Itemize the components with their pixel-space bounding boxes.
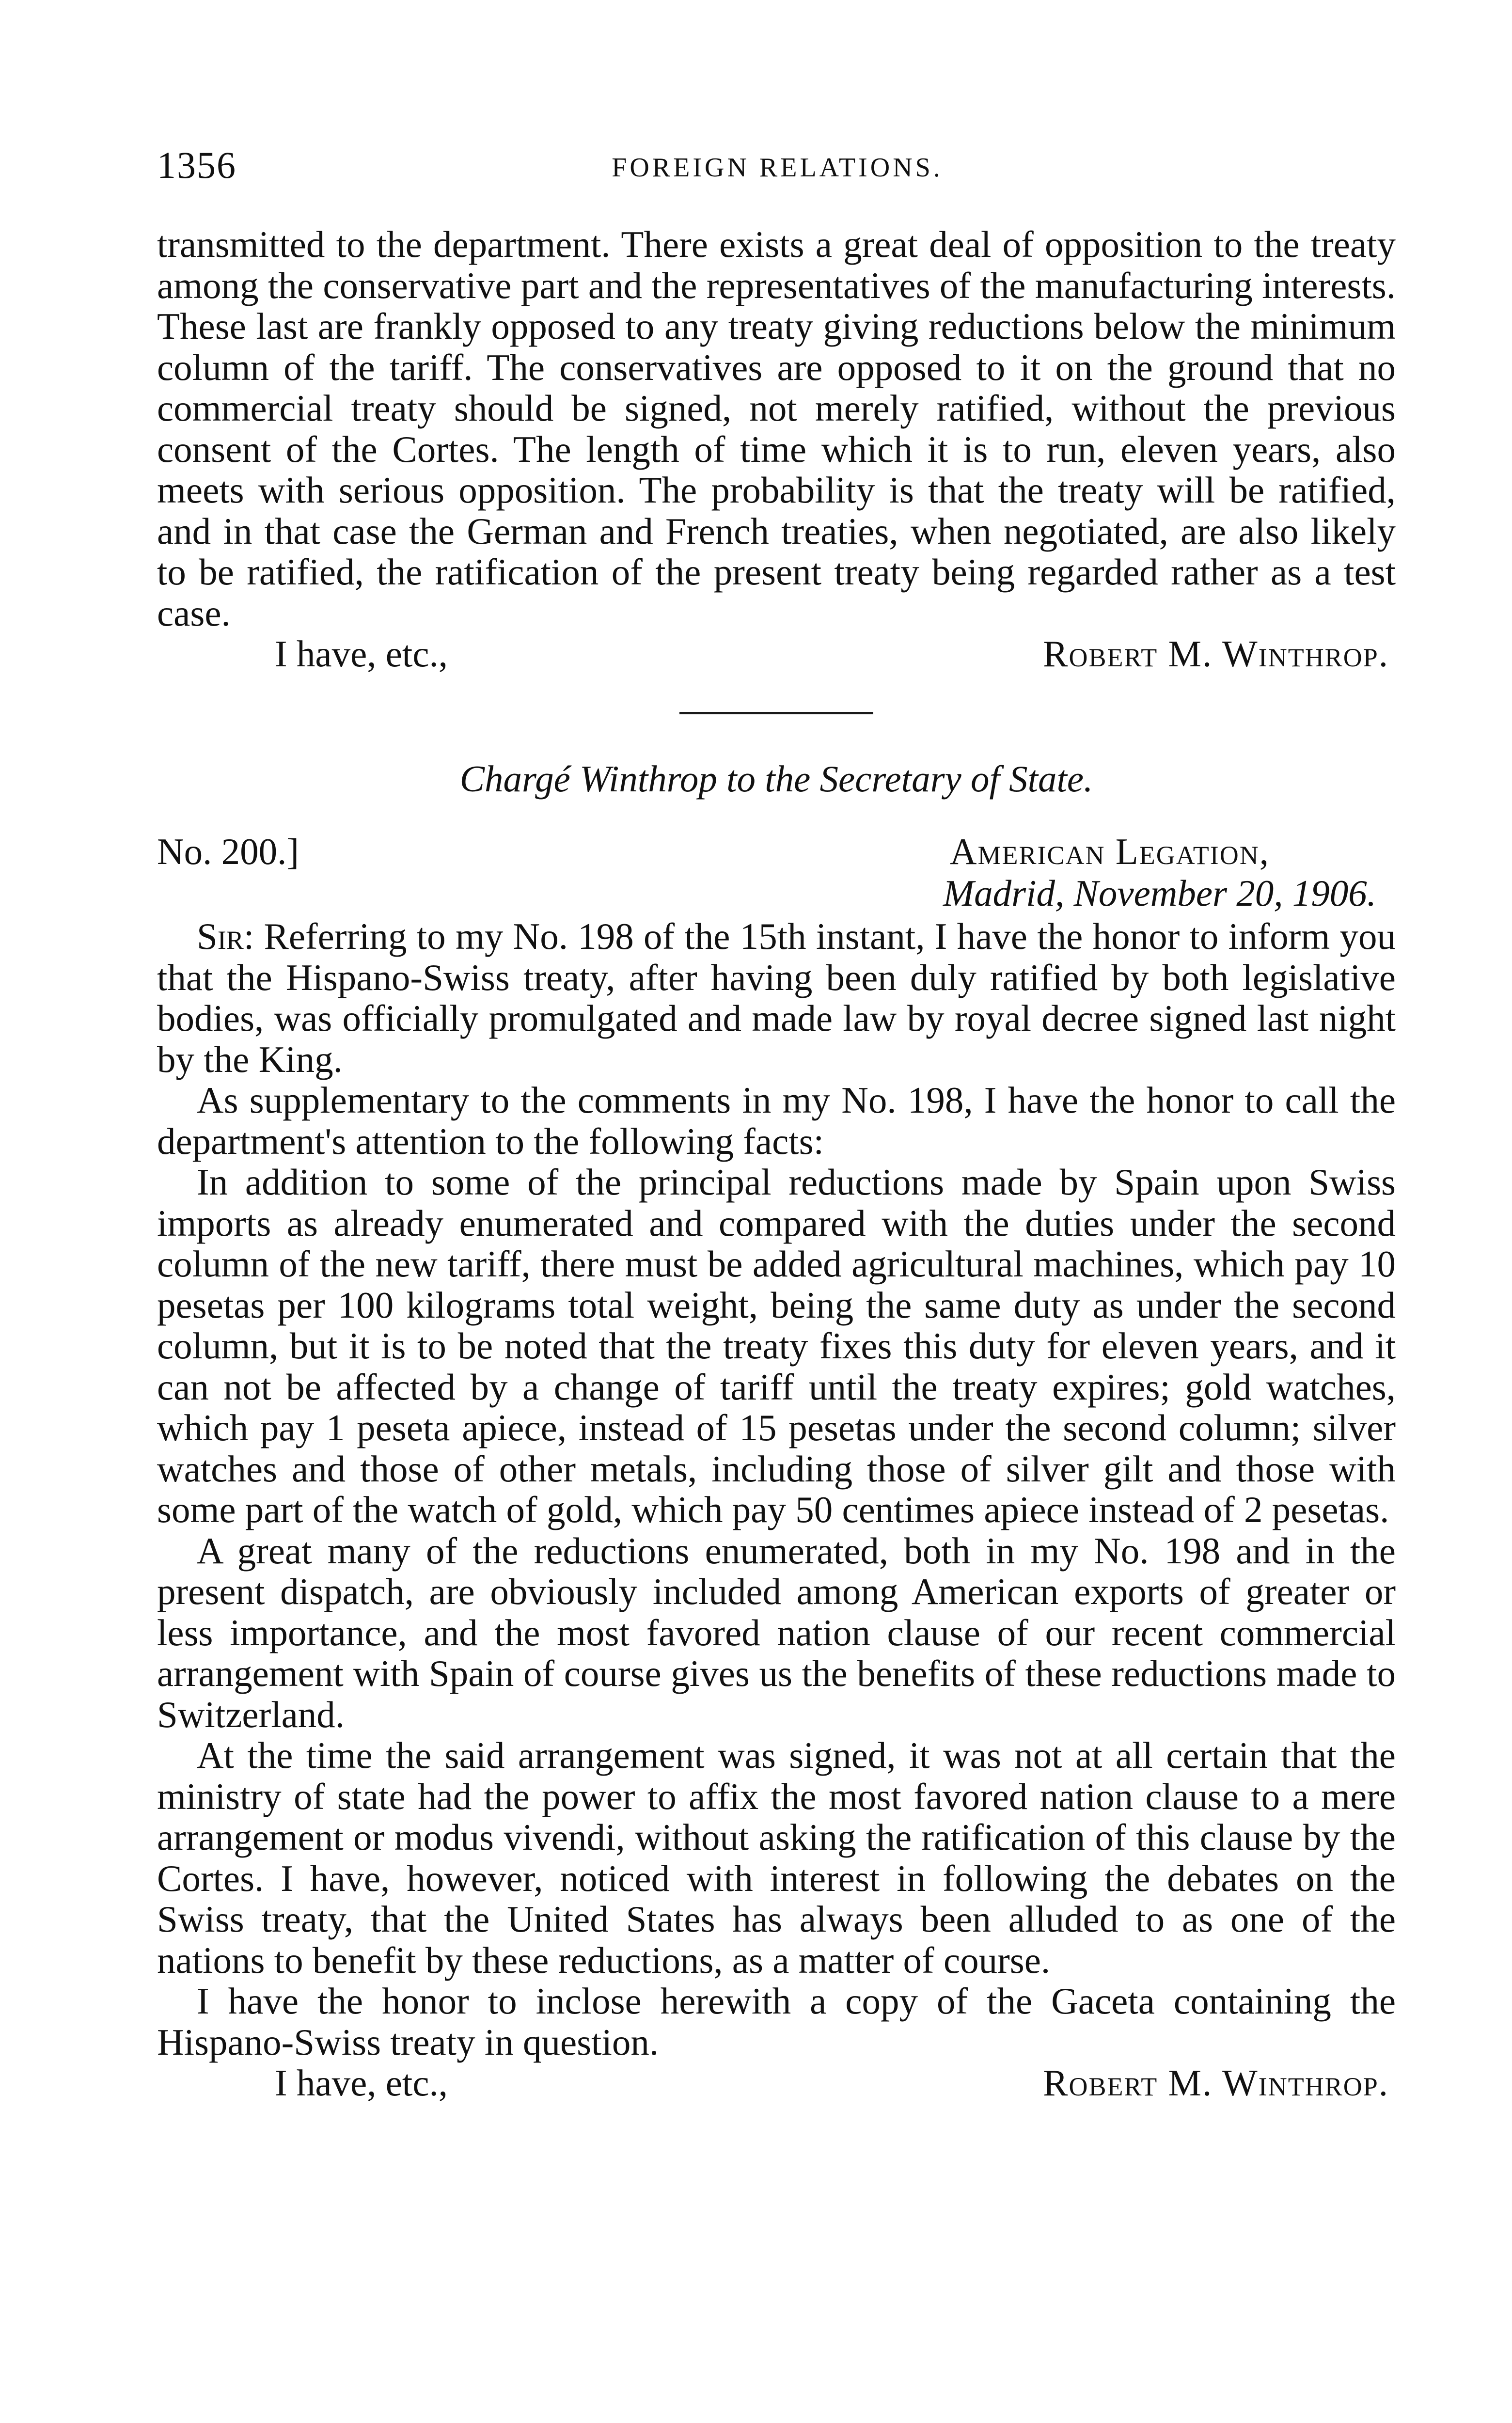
letter-signoff [157, 2062, 1396, 2107]
letter-heading: Chargé Winthrop to the Secretary of State. [459, 758, 1093, 800]
dispatch-number: No. 200.] [157, 831, 299, 872]
place-and-date: Madrid, November 20, 1906. [943, 872, 1376, 914]
closing-phrase: I have, etc., [275, 2062, 448, 2104]
section-divider [679, 712, 873, 714]
salutation: Sir [197, 915, 244, 957]
letter-paragraph-4: A great many of the reductions enumerated, both in my No. 198 and in the present dispatch, are obviously included among American exports of greater or less importance, and the most favored nation clause of our recent commercial arrangement with Spain of course gives us the benefits of these reductions made to Switzerland. [157, 1529, 1396, 1735]
continuation-signoff [157, 633, 1396, 678]
legation-name: American Legation, [949, 831, 1270, 872]
letter-paragraph-2: As supplementary to the comments in my No. 198, I have the honor to call the department's attention to the following facts: [157, 1079, 1396, 1162]
signature: Robert M. Winthrop. [1043, 2062, 1389, 2104]
closing-phrase: I have, etc., [275, 633, 448, 675]
continuation-paragraph: transmitted to the department. There exists a great deal of opposition to the treaty among the conservative part and the representatives of the manufacturing interests. These last are frankly opposed to any treaty giving reductions below the minimum column of the tariff. The conservatives are opposed to it on the ground that no commercial treaty should be signed, not merely ratified, without the previous consent of the Cortes. The length of time which it is to run, eleven years, also meets with serious opposition. The probability is that the treaty will be ratified, and in that case the German and French treaties, when negotiated, are also likely to be ratified, the ratification of the present treaty being regarded rather as a test case. [157, 223, 1396, 634]
page-body [157, 224, 1396, 2107]
letter-paragraph-6: I have the honor to inclose herewith a copy of the Gaceta containing the Hispano-Swiss treaty in question. [157, 1980, 1396, 2063]
letter-paragraph-3: In addition to some of the principal reductions made by Spain upon Swiss imports as already enumerated and compared with the duties under the second column of the new tariff, there must be added agricultural machines, which pay 10 pesetas per 100 kilograms total weight, being the same duty as under the second column, but it is to be noted that the treaty fixes this duty for eleven years, and it can not be affected by a change of tariff until the treaty expires; gold watches, which pay 1 peseta apiece, instead of 15 pesetas under the second column; silver watches and those of other metals, including those of silver gilt and those with some part of the watch of gold, which pay 50 centimes apiece instead of 2 pesetas. [157, 1161, 1396, 1530]
signature: Robert M. Winthrop. [1043, 633, 1389, 675]
letter-paragraph-5: At the time the said arrangement was signed, it was not at all certain that the ministry of state had the power to affix the most favored nation clause to a mere arrangement or modus vivendi, without asking the ratification of this clause by the Cortes. I have, however, noticed with interest in following the debates on the Swiss treaty, that the United States has always been alluded to as one of the nations to benefit by these reductions, as a matter of course. [157, 1734, 1396, 1981]
running-title: FOREIGN RELATIONS. [612, 153, 943, 183]
letter-paragraph-1-text: : Referring to my No. 198 of the 15th instant, I have the honor to inform you that the Hispano-Swiss treaty, after having been duly ratified by both legislative bodies, was officially promulgated and made law by royal decree signed last night by the King. [157, 915, 1396, 1080]
letter-paragraph-1 [157, 916, 1396, 1080]
page-header [157, 143, 1398, 197]
page-number: 1356 [157, 144, 236, 186]
letter-dateline [157, 831, 1396, 916]
